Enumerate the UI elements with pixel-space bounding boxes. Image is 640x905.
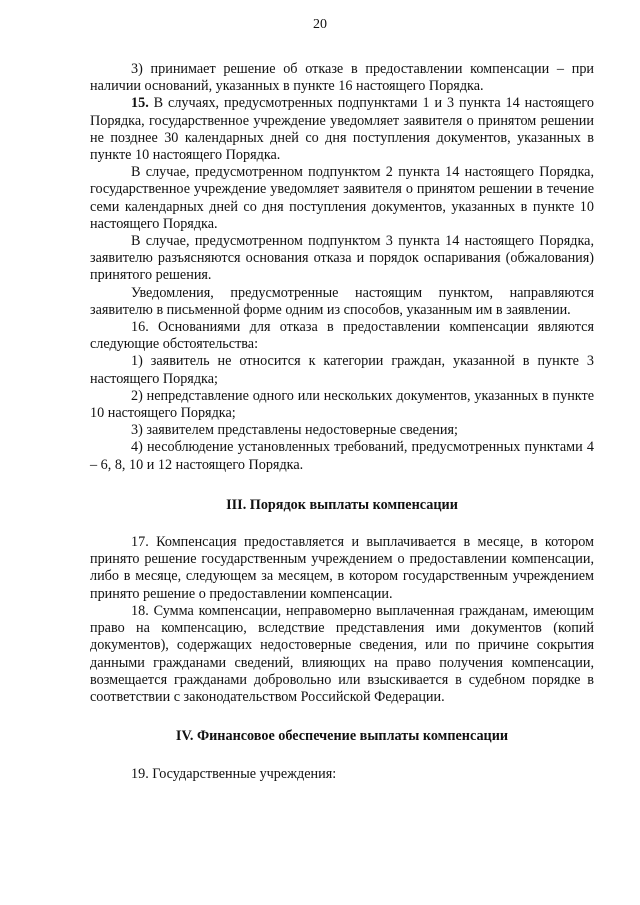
list-item: 4) несоблюдение установленных требований, предусмотренных пунктами 4 – 6, 8, 10 и 12 настоящего Порядка. <box>90 439 594 473</box>
page-number: 20 <box>313 17 327 32</box>
paragraph-text: В случаях, предусмотренных подпунктами 1 и 3 пункта 14 настоящего Порядка, государственное учреждение уведомляет заявителя о принятом решении не позднее 30 календарных дней со дня поступления документов, указанных в пункте 10 настоящего Порядка. <box>90 95 594 164</box>
paragraph: 17. Компенсация предоставляется и выплачивается в месяце, в котором принято решение государственным учреждением о предоставлении компенсации, либо в месяце, следующем за месяцем, в котором государственным учреждением принято решение о предоставлении компенсации. <box>90 534 594 602</box>
section-heading: IV. Финансовое обеспечение выплаты компенсации <box>175 728 509 745</box>
paragraph: 3) принимает решение об отказе в предоставлении компенсации – при наличии оснований, указанных в пункте 16 настоящего Порядка. <box>90 61 594 95</box>
paragraph: 16. Основаниями для отказа в предоставлении компенсации являются следующие обстоятельства: <box>90 319 594 353</box>
paragraph: 19. Государственные учреждения: <box>131 766 337 783</box>
list-item: 2) непредставление одного или нескольких документов, указанных в пункте 10 настоящего Порядка; <box>90 387 594 422</box>
paragraph: В случае, предусмотренном подпунктом 3 пункта 14 настоящего Порядка, заявителю разъясняются основания отказа и порядок оспаривания (обжалования) принятого решения. <box>90 233 594 284</box>
section-heading: III. Порядок выплаты компенсации <box>226 496 458 513</box>
list-item: 3) заявителем представлены недостоверные сведения; <box>131 422 458 439</box>
paragraph: 18. Сумма компенсации, неправомерно выплаченная гражданам, имеющим право на компенсацию, вследствие представления ими документов (копий документов), содержащих недостоверные сведения, или по причине сокрытия данными гражданами сведений, влияющих на право получения компенсации, возмещается гражданами добровольно или взыскивается в судебном порядке в соответствии с законодательством Российской Федерации. <box>90 602 594 705</box>
point-number: 15. <box>131 95 149 112</box>
list-item: 1) заявитель не относится к категории граждан, указанной в пункте 3 настоящего Порядка; <box>90 353 594 387</box>
document-body <box>90 61 594 784</box>
paragraph-point-15 <box>90 95 594 164</box>
paragraph: В случае, предусмотренном подпунктом 2 пункта 14 настоящего Порядка, государственное учреждение уведомляет заявителя о принятом решении в течение семи календарных дней со дня поступления документов, указанных в пункте 10 настоящего Порядка. <box>90 164 594 232</box>
paragraph: Уведомления, предусмотренные настоящим пунктом, направляются заявителю в письменной форме одним из способов, указанным им в заявлении. <box>90 284 594 318</box>
